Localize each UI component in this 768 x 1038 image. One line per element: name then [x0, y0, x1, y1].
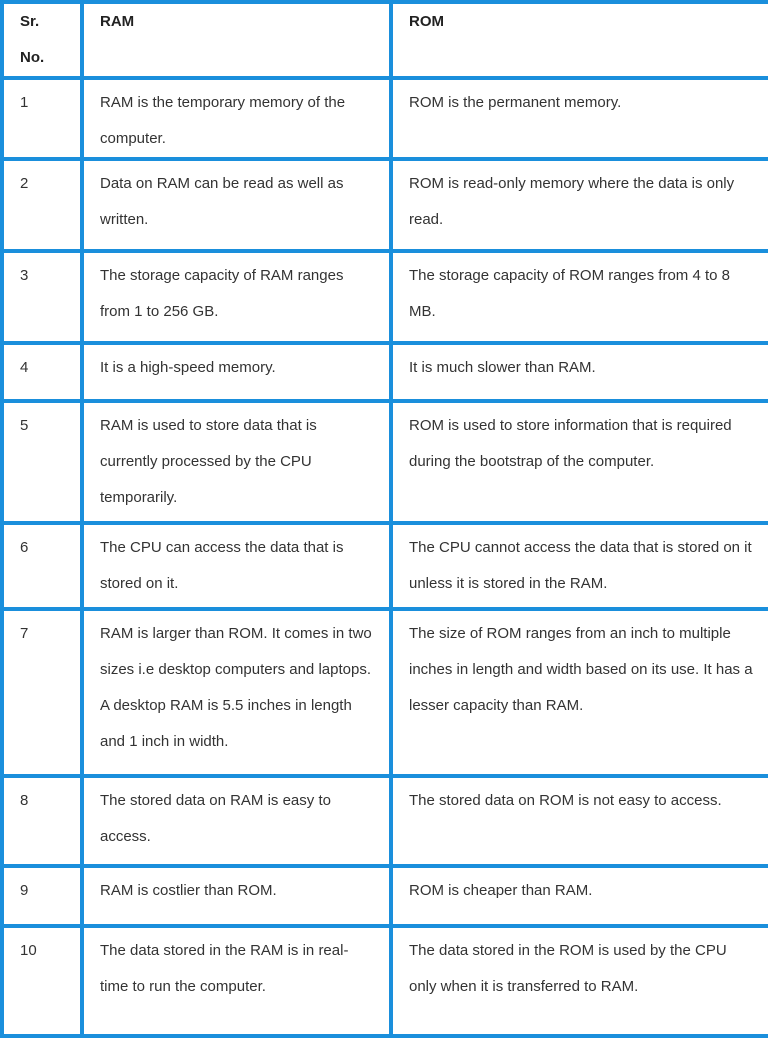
- table-row: [2, 78, 768, 159]
- cell-rom: ROM is the permanent memory.: [391, 78, 768, 159]
- table-row: [2, 251, 768, 343]
- cell-no: 6: [2, 523, 82, 609]
- cell-no: 5: [2, 401, 82, 523]
- cell-rom: ROM is read-only memory where the data is only read.: [391, 159, 768, 251]
- cell-no: 10: [2, 926, 82, 1036]
- cell-ram: RAM is used to store data that is currently processed by the CPU temporarily.: [82, 401, 391, 523]
- table-row: [2, 159, 768, 251]
- cell-ram: The stored data on RAM is easy to access.: [82, 776, 391, 866]
- cell-no: 9: [2, 866, 82, 926]
- table-row: [2, 866, 768, 926]
- header-row: [2, 2, 768, 78]
- cell-rom: ROM is used to store information that is required during the bootstrap of the computer.: [391, 401, 768, 523]
- cell-rom: It is much slower than RAM.: [391, 343, 768, 401]
- table-row: [2, 523, 768, 609]
- header-sr-no: Sr. No.: [2, 2, 82, 78]
- header-rom: ROM: [391, 2, 768, 78]
- cell-ram: The data stored in the RAM is in real-time to run the computer.: [82, 926, 391, 1036]
- cell-no: 4: [2, 343, 82, 401]
- cell-no: 2: [2, 159, 82, 251]
- cell-ram: Data on RAM can be read as well as written.: [82, 159, 391, 251]
- cell-no: 7: [2, 609, 82, 776]
- table-row: [2, 401, 768, 523]
- cell-rom: The stored data on ROM is not easy to access.: [391, 776, 768, 866]
- cell-rom: The data stored in the ROM is used by the CPU only when it is transferred to RAM.: [391, 926, 768, 1036]
- cell-ram: It is a high-speed memory.: [82, 343, 391, 401]
- cell-ram: The storage capacity of RAM ranges from 1 to 256 GB.: [82, 251, 391, 343]
- cell-rom: The CPU cannot access the data that is stored on it unless it is stored in the RAM.: [391, 523, 768, 609]
- cell-rom: ROM is cheaper than RAM.: [391, 866, 768, 926]
- header-ram: RAM: [82, 2, 391, 78]
- table-row: [2, 776, 768, 866]
- cell-rom: The storage capacity of ROM ranges from 4 to 8 MB.: [391, 251, 768, 343]
- cell-no: 3: [2, 251, 82, 343]
- cell-ram: RAM is larger than ROM. It comes in two sizes i.e desktop computers and laptops. A desktop RAM is 5.5 inches in length and 1 inch in width.: [82, 609, 391, 776]
- cell-no: 1: [2, 78, 82, 159]
- table-row: [2, 343, 768, 401]
- cell-no: 8: [2, 776, 82, 866]
- table-row: [2, 609, 768, 776]
- cell-rom: The size of ROM ranges from an inch to multiple inches in length and width based on its use. It has a lesser capacity than RAM.: [391, 609, 768, 776]
- cell-ram: RAM is the temporary memory of the computer.: [82, 78, 391, 159]
- cell-ram: The CPU can access the data that is stored on it.: [82, 523, 391, 609]
- cell-ram: RAM is costlier than ROM.: [82, 866, 391, 926]
- table-row: [2, 926, 768, 1036]
